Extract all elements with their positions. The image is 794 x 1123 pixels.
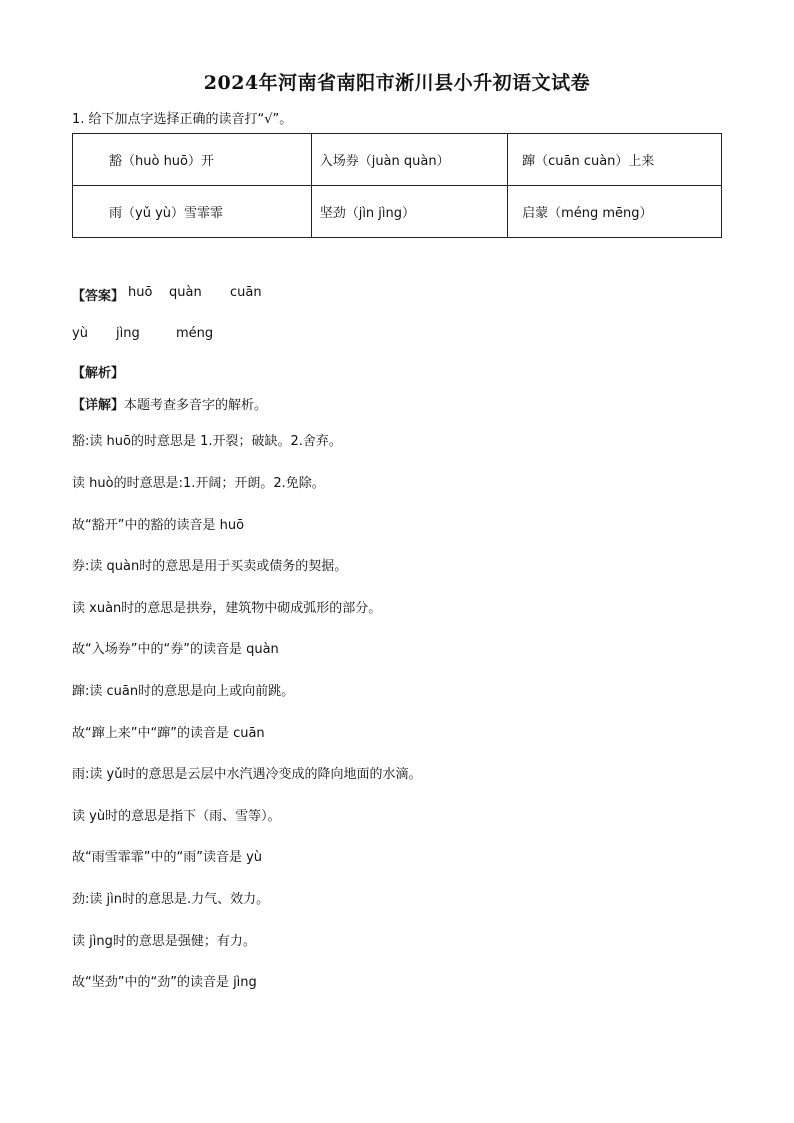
question-table: [72, 133, 722, 238]
table-cell: 坚劲（jìn jìng）: [311, 186, 507, 238]
table-cell: 启蒙（méng mēng）: [508, 186, 722, 238]
table-row: [73, 186, 722, 238]
analysis-line: 读 jìng时的意思是强健；有力。: [72, 934, 256, 949]
table-row: [73, 134, 722, 186]
answer-value: yù: [72, 326, 88, 341]
analysis-line: 豁:读 huō的时意思是 1.开裂；破缺。2.舍弃。: [72, 434, 342, 449]
analysis-line: 雨:读 yǔ时的意思是云层中水汽遇冷变成的降向地面的水滴。: [72, 767, 422, 782]
analysis-line: 读 yù时的意思是指下（雨、雪等）。: [72, 809, 281, 824]
table-cell: 入场券（juàn quàn）: [311, 134, 507, 186]
analysis-line: 故“雨雪霏霏”中的“雨”读音是 yù: [72, 850, 263, 865]
answer-value: méng: [176, 326, 214, 341]
answer-row-2: [72, 326, 722, 344]
answer-row-1: [72, 285, 722, 303]
answer-label: 【答案】: [72, 289, 125, 304]
table-cell: 蹿（cuān cuàn）上来: [508, 134, 722, 186]
detail-label: 【详解】: [72, 398, 125, 413]
analysis-line: 故“入场券”中的“券”的读音是 quàn: [72, 642, 279, 657]
table-cell: 雨（yǔ yù）雪霏霏: [73, 186, 312, 238]
analysis-line: 故“豁开”中的豁的读音是 huō: [72, 518, 245, 533]
analysis-line: 读 huò的时意思是:1.开阔；开朗。2.免除。: [72, 476, 325, 491]
answer-value: jìng: [116, 326, 140, 341]
analysis-label: 【解析】: [72, 366, 125, 381]
analysis-line: 劲:读 jìn时的意思是.力气、效力。: [72, 892, 270, 907]
analysis-line: 读 xuàn时的意思是拱券，建筑物中砌成弧形的部分。: [72, 601, 382, 616]
detail-line: [72, 394, 267, 413]
answer-value: quàn: [169, 285, 202, 300]
analysis-line: 蹿:读 cuān时的意思是向上或向前跳。: [72, 684, 295, 699]
answer-value: cuān: [230, 285, 262, 300]
analysis-line: 券:读 quàn时的意思是用于买卖或债务的契据。: [72, 559, 348, 574]
question-1: 1. 给下加点字选择正确的读音打“√”。: [72, 112, 293, 127]
answer-value: huō: [128, 285, 153, 300]
page-title: 2024年河南省南阳市淅川县小升初语文试卷: [203, 72, 591, 94]
table-cell: 豁（huò huō）开: [73, 134, 312, 186]
detail-text: 本题考查多音字的解析。: [124, 398, 268, 413]
analysis-line: 故“坚劲”中的“劲”的读音是 jìng: [72, 975, 257, 990]
analysis-line: 故“蹿上来”中“蹿”的读音是 cuān: [72, 726, 265, 741]
